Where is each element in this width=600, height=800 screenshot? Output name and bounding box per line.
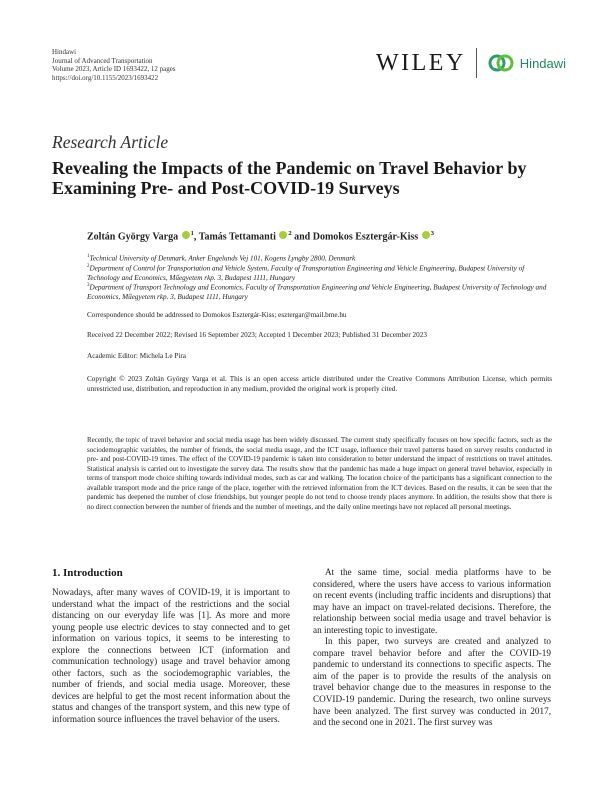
hindawi-logo-text: Hindawi — [519, 55, 567, 71]
affiliation-mark: 2 — [87, 264, 90, 269]
journal-info — [52, 48, 176, 83]
orcid-icon[interactable] — [279, 231, 287, 239]
publisher-logos — [376, 46, 566, 80]
author-affiliation-mark: 3 — [430, 230, 434, 237]
author-separator: , — [193, 231, 199, 243]
affiliation-text: Department of Control for Transportation and Vehicle System, Faculty of Transportation Engineering and Vehicle Engineering, Budapest University of Technology and Economics, Műegyetem rkp. 3, Budapest 1111, Hungary — [87, 264, 525, 282]
affiliation — [87, 281, 557, 303]
academic-editor: Academic Editor: Michela Le Pira — [87, 352, 186, 360]
journal-name: Journal of Advanced Transportation — [52, 56, 153, 65]
affiliation-mark: 3 — [87, 283, 90, 288]
orcid-icon[interactable] — [182, 231, 190, 239]
publication-dates: Received 22 December 2022; Revised 16 September 2023; Accepted 1 December 2023; Published 31 December 2023 — [87, 331, 427, 339]
author-list — [87, 230, 434, 242]
affiliation-text: Technical University of Denmark, Anker Engelunds Vej 101, Kogens Lyngby 2800, Denmark — [89, 254, 356, 263]
author-affiliation-mark: 2 — [288, 230, 292, 237]
article-type: Research Article — [52, 132, 169, 152]
logo-divider — [476, 48, 477, 78]
author-affiliation-mark: 1 — [190, 230, 194, 237]
orcid-icon[interactable] — [422, 231, 430, 239]
body-column-left — [52, 587, 290, 726]
author-name[interactable]: Zoltán György Varga — [87, 231, 179, 243]
section-heading: 1. Introduction — [52, 567, 123, 579]
correspondence: Correspondence should be addressed to Domokos Esztergár-Kiss; esztergar@mail.bme.hu — [87, 311, 347, 319]
affiliation-mark: 1 — [87, 254, 90, 259]
body-paragraph: At the same time, social media platforms have to be considered, where the users have access to various information on recent events (including traffic incidents and disruptions) that may have an impact on travel-related decisions. Therefore, the relationship between social media usage and travel behavior is an interesting topic to investigate. — [313, 567, 551, 635]
volume-line: Volume 2023, Article ID 1693422, 12 pages — [52, 65, 176, 74]
hindawi-logo-icon — [487, 53, 515, 73]
body-paragraph: Nowadays, after many waves of COVID-19, it is important to understand what the impact of the restrictions and the social distancing on our everyday life was [1]. As more and more young people use electric devices to stay connected and to get information on various topics, it seems to be interesting to explore the connections between ICT (information and communication technology) usage and travel behavior among other factors, such as the sociodemographic variables, the number of friends, and social media usage. Moreover, these devices are helpful to get the most recent information about the status and changes of the transport system, and this new type of information source influences the travel behavior of the users. — [52, 587, 290, 725]
wiley-logo: WILEY — [376, 49, 466, 76]
doi-link[interactable]: https://doi.org/10.1155/2023/1693422 — [52, 74, 159, 83]
author-name[interactable]: Tamás Tettamanti — [198, 231, 276, 243]
paper-title: Revealing the Impacts of the Pandemic on Travel Behavior by Examining Pre- and Post-COVID-19 Surveys — [52, 158, 527, 198]
publisher-line: Hindawi — [52, 48, 77, 56]
affiliation-text: Department of Transport Technology and Economics, Faculty of Transportation Engineering and Vehicle Engineering, Budapest University of Technology and Economics, Műegyetem rkp. 3, Budapest 1111, Hungary — [87, 283, 547, 301]
abstract: Recently, the topic of travel behavior and social media usage has been widely discussed. The current study specifically focuses on how specific factors, such as the sociodemographic variables, the number of friends, the social media usage, and the ICT usage, influence their travel patterns based on survey results conducted in pre- and post-COVID-19 times. The effect of the COVID-19 pandemic is taken into consideration to better understand the impact of restrictions on travel attitudes. Statistical analysis is carried out to investigate the survey data. The results show that the pandemic has made a huge impact on general travel behavior, especially in terms of transport mode choice shifting towards individual modes, such as car and walking. The location choice of the participants has a significant connection to the available transport mode and the price range of the place, together with the retrieved information from the ICT devices. Based on the results, it can be seen that the pandemic has deepened the number of close friendships, but younger people do not tend to choose trendy places anymore. In addition, the results show that there is no direct connection between the number of friends and the number of meetings, and the daily online meetings have not replaced all personal meetings. — [87, 436, 552, 511]
copyright-notice: Copyright © 2023 Zoltán György Varga et al. This is an open access article distributed under the Creative Commons Attribution License, which permits unrestricted use, distribution, and reproduction in any medium, provided the original work is properly cited. — [87, 375, 552, 393]
body-paragraph: In this paper, two surveys are created and analyzed to compare travel behavior before and after the COVID-19 pandemic to understand its connections to specific aspects. The aim of the paper is to provide the results of the analysis on travel behavior change due to the measures in response to the COVID-19 pandemic. During the research, two online surveys have been analyzed. The first survey was conducted in 2017, and the second one in 2021. The first survey was — [313, 636, 551, 728]
author-name[interactable]: Domokos Esztergár-Kiss — [312, 231, 419, 243]
author-separator: and — [291, 231, 313, 243]
body-column-right — [313, 567, 551, 729]
